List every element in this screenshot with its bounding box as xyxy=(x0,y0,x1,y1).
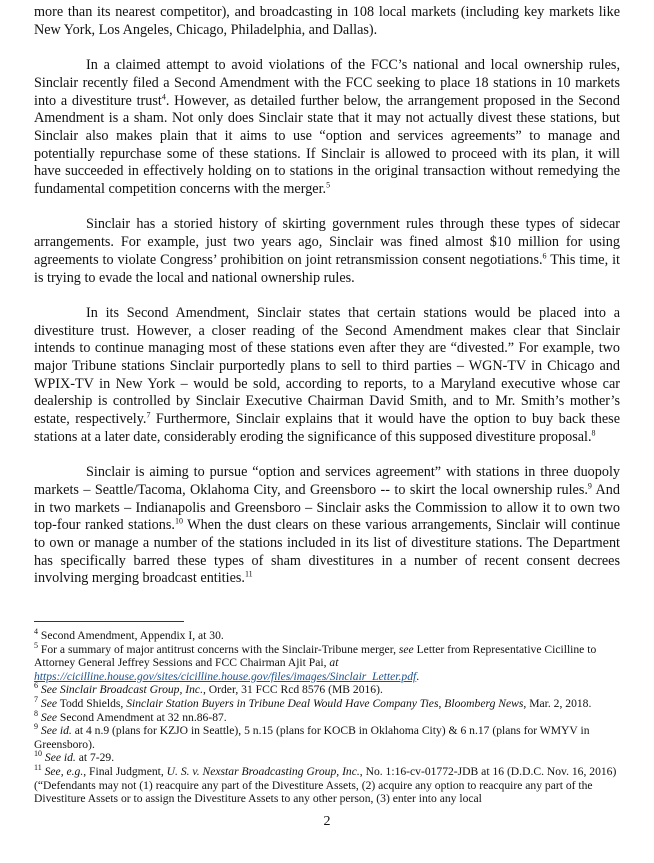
italic-text: at xyxy=(329,656,339,670)
paragraph xyxy=(34,216,620,287)
text-run: Sinclair has a storied history of skirting government rules through these types of sidecar arrangements. For example, just two years ago, Sinclair was fined almost $10 million for using agreements to violate Congress’ prohibition on joint retransmission consent negotiations. xyxy=(34,216,620,268)
footnote-ref: 8 xyxy=(34,708,38,718)
text-run: at 4 n.9 (plans for KZJO in Seattle), 5 n.15 (plans for KOCB in Oklahoma City) & 6 n.17 (plans for WMYV in Greensboro). xyxy=(34,724,590,751)
text-run: , Final Judgment, xyxy=(83,764,167,778)
text-run: Furthermore, Sinclair explains that it would have the option to buy back these stations at a later date, considerably eroding the significance of this supposed divestiture proposal. xyxy=(34,411,620,445)
footnote-ref: 8 xyxy=(591,428,596,438)
italic-text: Sinclair Station Buyers in Tribune Deal Would Have Company Ties xyxy=(126,696,439,710)
text-run: Todd Shields, xyxy=(57,696,127,710)
paragraph xyxy=(34,57,620,199)
text-run: In a claimed attempt to avoid violations of the FCC’s national and local ownership rules, Sinclair recently filed a Second Amendment with the FCC seeking to place 18 stations in 10 markets into a divestiture trust xyxy=(34,57,620,109)
footnote-ref: 4 xyxy=(161,91,166,101)
italic-text: See, e.g. xyxy=(44,764,84,778)
text-run: , Order, 31 FCC Rcd 8576 (MB 2016). xyxy=(202,683,383,697)
footnote-ref: 6 xyxy=(542,251,547,261)
text-run: Sinclair is aiming to pursue “option and services agreement” with stations in three duopoly markets – Seattle/Tacoma, Oklahoma City, and Greensboro -- to skirt the local ownership rules. xyxy=(34,464,620,498)
text-run: And in two markets – Indianapolis and Greensboro – Sinclair asks the Commission to allow it to own two top-four ranked stations. xyxy=(34,481,620,534)
footnote-ref: 9 xyxy=(587,481,592,491)
italic-text: See xyxy=(40,710,57,724)
footnote-ref: 11 xyxy=(244,569,253,579)
text-run: This time, it is trying to evade the local and national ownership rules. xyxy=(34,251,620,286)
footnote-ref: 5 xyxy=(34,640,38,650)
text-run: more than its nearest competitor), and broadcasting in 108 local markets (including key markets like New York, Los Angeles, Chicago, Philadelphia, and Dallas). xyxy=(34,4,620,38)
text-run: In its Second Amendment, Sinclair states that certain stations would be placed into a divestiture trust. However, a closer reading of the Second Amendment makes clear that Sinclair intends to continue managing most of these stations even after they are “divested.” For example, two major Tribune stations Sinclair purportedly plans to sell to third parties – WGN-TV in Chicago and WPIX-TV in New York – would be sold, according to reports, to a Maryland executive whose car dealership is controlled by Sinclair Executive Chairman David Smith, and to Mr. Smith’s mother’s estate, respectively. xyxy=(34,304,620,428)
italic-text: Bloomberg News xyxy=(444,696,524,710)
footnote-ref: 4 xyxy=(34,627,38,637)
text-run: , Mar. 2, 2018. xyxy=(523,696,592,710)
italic-text: See id. xyxy=(44,751,76,765)
footnote xyxy=(34,683,620,697)
text-run: at 7-29. xyxy=(75,751,115,765)
footnote xyxy=(34,724,620,751)
text-run: Second Amendment at 32 nn.86-87. xyxy=(57,710,227,724)
text-run: . xyxy=(416,669,420,683)
text-run: , xyxy=(438,696,445,710)
italic-text: U. S. v. Nexstar Broadcasting Group, Inc. xyxy=(166,764,360,778)
footnote-ref: 10 xyxy=(34,749,42,759)
paragraph xyxy=(34,464,620,588)
italic-text: see xyxy=(398,642,414,656)
italic-text: See xyxy=(40,696,57,710)
footnote-ref: 6 xyxy=(34,681,38,691)
footnote-ref: 9 xyxy=(34,722,38,732)
footnote-ref: 10 xyxy=(174,516,183,526)
text-run: . However, as detailed further below, the arrangement proposed in the Second Amendment is a sham. Not only does Sinclair state that it may not actually divest these stations, but Sinclair also makes plain that it aims to use “option and services agreements” to manage and potentially repurchase some of these stations. If Sinclair is allowed to proceed with its plan, it will have succeeded in effectively holding on to stations in the original transaction without remedying the fundamental competition concerns with the merger. xyxy=(34,92,620,198)
footnote xyxy=(34,640,620,684)
footnotes xyxy=(34,629,620,806)
text-run: Second Amendment, Appendix I, at 30. xyxy=(38,629,224,642)
text-run: For a summary of major antitrust concerns with the Sinclair-Tribune merger, xyxy=(38,642,399,656)
italic-text: See Sinclair Broadcast Group, Inc. xyxy=(40,683,203,697)
paragraph xyxy=(34,4,620,39)
footnote xyxy=(34,751,620,765)
paragraph xyxy=(34,305,620,447)
footnote-ref: 7 xyxy=(146,410,151,420)
footnote xyxy=(34,629,620,643)
footnote-ref: 7 xyxy=(34,695,38,705)
text-run: When the dust clears on these various arrangements, Sinclair will continue to own or manage a number of the stations included in its list of divestiture stations. The Department has specifically barred these types of sham divestitures in a number of recent consent decrees involving merging broadcast entities. xyxy=(34,517,620,587)
body-text xyxy=(34,4,620,606)
footnote xyxy=(34,708,620,725)
footnote-separator xyxy=(34,621,184,622)
url-link[interactable]: https://cicilline.house.gov/sites/cicilline.house.gov/files/images/Sinclair_Letter.pdf xyxy=(34,669,417,683)
footnote xyxy=(34,765,620,806)
text-run: Letter from Representative Cicilline to Attorney General Jeffrey Sessions and FCC Chairman Ajit Pai, xyxy=(34,642,597,670)
footnote-ref: 11 xyxy=(34,763,42,773)
footnote xyxy=(34,697,620,711)
footnote-ref: 5 xyxy=(326,180,331,190)
page-number: 2 xyxy=(323,814,331,829)
text-run: , No. 1:16-cv-01772-JDB at 16 (D.D.C. Nov. 16, 2016) (“Defendants may not (1) reacquire any part of the Divestiture Assets, (2) acquire any option to reacquire any part of the Divestiture Assets or to assign the Divestiture Assets to any other person, (3) enter into any local xyxy=(34,764,617,806)
italic-text: See id. xyxy=(40,724,72,738)
